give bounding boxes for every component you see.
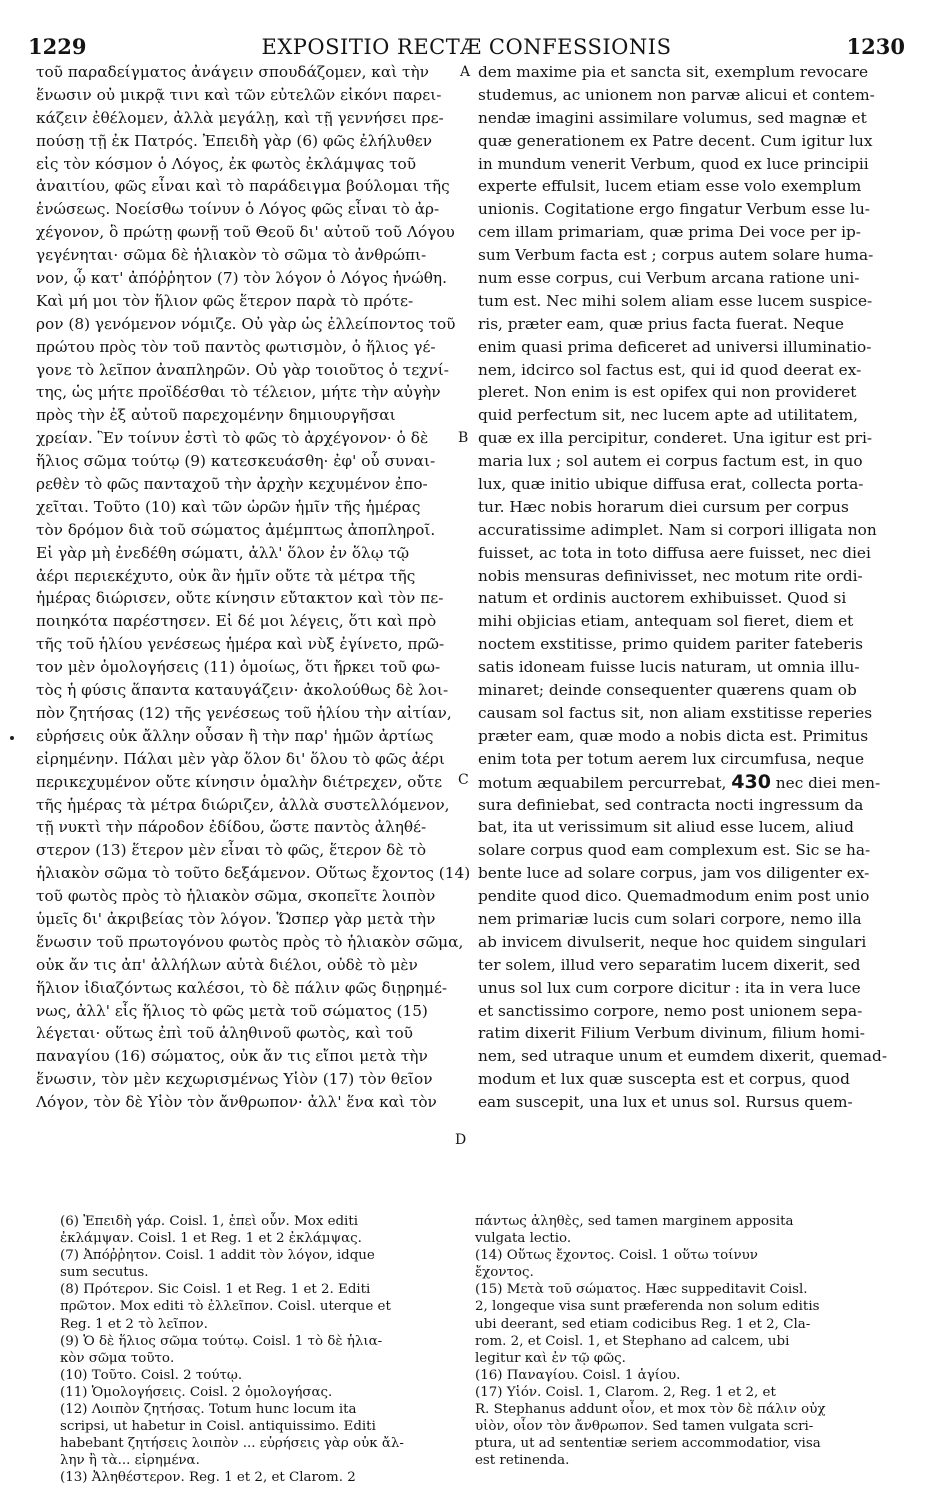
latin-text-line: nobis mensuras definivisset, nec motum rite ordi-: [478, 566, 863, 585]
latin-text-line: unionis. Cogitatione ergo fingatur Verbum esse lu-: [478, 200, 870, 219]
page-number-left: 1229: [28, 34, 87, 59]
footnote-line: ubi deerant, sed etiam codicibus Reg. 1 et 2, Cla-: [475, 1316, 811, 1332]
footnote-line: ἐκλάμψαν. Coisl. 1 et Reg. 1 et 2 ἐκλάμψας.: [60, 1231, 362, 1247]
footnote-line: πρῶτον. Mox editi τὸ ἐλλεῖπον. Coisl. uterque et: [60, 1299, 391, 1315]
footnote-line: (14) Οὕτως ἔχοντος. Coisl. 1 οὕτω τοίνυν: [475, 1248, 758, 1264]
greek-text-line: εἰρημένην. Πάλαι μὲν γὰρ ὅλον δι' ὅλου τὸ φῶς ἀέρι: [36, 749, 445, 768]
greek-text-line: ρον (8) γενόμενον νόμιζε. Οὐ γὰρ ὡς ἐλλείποντος τοῦ: [36, 314, 456, 333]
greek-text-line: ρεθὲν τὸ φῶς πανταχοῦ τὴν ἀρχὴν κεχυμένον ἐπο-: [36, 475, 428, 494]
greek-text-line: της, ὡς μήτε προϊδέσθαι τὸ τέλειον, μήτε τὴν αὐγὴν: [36, 383, 441, 402]
running-title: EXPOSITIO RECTÆ CONFESSIONIS: [261, 35, 672, 59]
migne-page-reference: 430: [731, 770, 771, 793]
footnote-line: vulgata lectio.: [475, 1231, 572, 1247]
footnote-line: ptura, ut ad sententiæ seriem accommodatior, visa: [475, 1436, 821, 1452]
latin-text-line: quæ generationem ex Patre decent. Cum igitur lux: [478, 131, 873, 150]
footnote-line: (17) Υἱόν. Coisl. 1, Clarom. 2, Reg. 1 et 2, et: [475, 1384, 776, 1400]
greek-text-line: Λόγον, τὸν δὲ Υἱὸν τὸν ἄνθρωπον· ἀλλ' ἕνα καὶ τὸν: [36, 1093, 437, 1112]
greek-text-line: ἑνώσεως. Νοείσθω τοίνυν ὁ Λόγος φῶς εἶναι τὸ ἀρ-: [36, 200, 440, 219]
latin-text-line: tur. Hæc nobis horarum diei cursum per corpus: [478, 497, 849, 516]
latin-text-line: lux, quæ initio ubique diffusa erat, collecta porta-: [478, 475, 864, 494]
footnote-line: habebant ζητήσεις λοιπὸν ... εὑρήσεις γὰρ οὐκ ἄλ-: [60, 1436, 404, 1452]
greek-text-line: περικεχυμένον οὔτε κίνησιν ὁμαλὴν διέτρεχεν, οὔτε: [36, 772, 443, 791]
latin-text-line: pendite quod dico. Quemadmodum enim post unio: [478, 887, 870, 906]
greek-text-line: τῇ νυκτὶ τὴν πάροδον ἐδίδου, ὥστε παντὸς ἀληθέ-: [36, 818, 427, 837]
latin-text-line: quid perfectum sit, nec lucem apte ad utilitatem,: [478, 406, 858, 425]
footnote-line: (11) Ὁμολογήσεις. Coisl. 2 ὁμολογήσας.: [60, 1384, 333, 1400]
latin-text-line: dem maxime pia et sancta sit, exemplum revocare: [478, 63, 869, 81]
latin-text-line: bat, ita ut verissimum sit aliud esse lucem, aliud: [478, 818, 854, 837]
latin-text-line: motum æquabilem percurrebat, 430 nec diei men-: [478, 770, 881, 793]
latin-text-line: num esse corpus, cui Verbum arcana ratione uni-: [478, 269, 860, 288]
latin-text-line: nem, sed utraque unum et eumdem dixerit, quemad-: [478, 1047, 888, 1066]
latin-text-line: quæ ex illa percipitur, conderet. Una igitur est pri-: [478, 429, 873, 448]
footnote-line: Reg. 1 et 2 τὸ λεῖπον.: [60, 1316, 208, 1332]
greek-text-line: οὐκ ἄν τις ἀπ' ἀλλήλων αὐτὰ διέλοι, οὐδὲ τὸ μὲν: [36, 955, 418, 974]
greek-text-line: ἕνωσιν, τὸν μὲν κεχωρισμένως Υἱὸν (17) τὸν θεῖον: [36, 1070, 433, 1089]
footnote-line: (10) Τοῦτο. Coisl. 2 τούτῳ.: [60, 1367, 243, 1383]
latin-text-line: maria lux ; sol autem ei corpus factum est, in quo: [478, 452, 863, 471]
greek-text-line: ποιηκότα παρέστησεν. Εἰ δέ μοι λέγεις, ὅτι καὶ πρὸ: [36, 612, 437, 631]
greek-text-line: κάζειν ἐθέλομεν, ἀλλὰ μεγάλῃ, καὶ τῇ γεννήσει πρε-: [36, 108, 444, 127]
latin-text-line: unus sol lux cum corpore dicitur : ita in vera luce: [478, 978, 861, 997]
latin-text-line: cem illam primariam, quæ prima Dei voce per ip-: [478, 223, 861, 242]
greek-text-line: τὸν δρόμον διὰ τοῦ σώματος ἀμέμπτως ἀποπληροῖ.: [36, 520, 436, 539]
greek-text-line: πούσῃ τῇ ἐκ Πατρός. Ἐπειδὴ γὰρ (6) φῶς ἐλήλυθεν: [36, 131, 433, 150]
latin-text-line: fuisset, ac tota in toto diffusa aere fuisset, nec diei: [478, 543, 871, 562]
footnote-line: legitur καὶ ἐν τῷ φῶς.: [475, 1350, 626, 1366]
page-header: [28, 34, 905, 60]
greek-text-line: ὑμεῖς δι' ἀκριβείας τὸν λόγον. Ὥσπερ γὰρ μετὰ τὴν: [36, 909, 436, 928]
latin-text-line: studemus, ac unionem non parvæ alicui et contem-: [478, 85, 875, 104]
footnote-line: est retinenda.: [475, 1453, 570, 1469]
latin-text-line: nem, idcirco sol factus est, qui id quod deerat ex-: [478, 360, 862, 379]
greek-text-line: Καὶ μή μοι τὸν ἥλιον φῶς ἕτερον παρὰ τὸ πρότε-: [36, 291, 414, 310]
footnote-line: λην ἢ τὰ... εἰρημένα.: [60, 1453, 200, 1469]
latin-text-line: noctem exstitisse, primo quidem pariter fateberis: [478, 635, 863, 654]
latin-text-line: causam sol factus sit, non aliam exstitisse reperies: [478, 703, 873, 722]
greek-text-line: χεῖται. Τοῦτο (10) καὶ τῶν ὡρῶν ἡμῖν τῆς ἡμέρας: [36, 497, 421, 516]
ink-speck: [10, 736, 14, 740]
latin-text-line: enim tota per totum aerem lux circumfusa, neque: [478, 749, 865, 768]
latin-text-line: nendæ imagini assimilare volumus, sed magnæ et: [478, 108, 867, 127]
greek-text-line: τοῦ φωτὸς πρὸς τὸ ἡλιακὸν σῶμα, σκοπεῖτε λοιπὸν: [36, 887, 436, 906]
greek-text-line: γονε τὸ λεῖπον ἀναπληρῶν. Οὐ γὰρ τοιοῦτος ὁ τεχνί-: [36, 360, 449, 379]
page-number-right: 1230: [846, 34, 905, 59]
footnote-line: (16) Παναγίου. Coisl. 1 ἁγίου.: [475, 1367, 681, 1383]
latin-text-line: eam suscepit, una lux et unus sol. Rursus quem-: [478, 1093, 853, 1112]
latin-text-line: et sanctissimo corpore, nemo post unionem sepa-: [478, 1001, 863, 1020]
greek-text-line: πὸν ζητήσας (12) τῆς γενέσεως τοῦ ἡλίου τὴν αἰτίαν,: [36, 703, 452, 722]
greek-text-line: ἡλιακὸν σῶμα τὸ τοῦτο δεξάμενον. Οὕτως ἔχοντος (14): [36, 864, 471, 883]
latin-text-line: solare corpus quod eam complexum est. Sic se ha-: [478, 841, 871, 860]
greek-text-line: εὑρήσεις οὐκ ἄλλην οὖσαν ἢ τὴν παρ' ἡμῶν ἀρτίως: [36, 726, 434, 745]
margin-letter-c: C: [458, 772, 469, 788]
greek-text-line: λέγεται· οὕτως ἐπὶ τοῦ ἀληθινοῦ φωτὸς, καὶ τοῦ: [36, 1024, 413, 1043]
greek-text-line: εἰς τὸν κόσμον ὁ Λόγος, ἐκ φωτὸς ἐκλάμψας τοῦ: [36, 154, 417, 173]
greek-text-line: νον, ᾧ κατ' ἀπόῤῥητον (7) τὸν λόγον ὁ Λόγος ἡνώθη.: [36, 269, 447, 288]
margin-letter-a: A: [460, 64, 471, 80]
latin-text-line: enim quasi prima deficeret ad universi illuminatio-: [478, 337, 872, 356]
greek-text-line: τῆς ἡμέρας τὰ μέτρα διώριζεν, ἀλλὰ συστελλόμενον,: [36, 795, 450, 814]
latin-text-line: mihi objicias etiam, antequam sol fieret, diem et: [478, 612, 854, 631]
margin-letter-b: B: [458, 430, 469, 446]
greek-text-line: πρώτου πρὸς τὸν τοῦ παντὸς φωτισμὸν, ὁ ἥλιος γέ-: [36, 337, 436, 356]
latin-text-line: accuratissime adimplet. Nam si corpori illigata non: [478, 520, 877, 539]
greek-text-line: πρὸς τὴν ἐξ αὐτοῦ παρεχομένην δημιουργῆσαι: [36, 406, 396, 425]
greek-text-line: χρείαν. Ἓν τοίνυν ἐστὶ τὸ φῶς τὸ ἀρχέγονον· ὁ δὲ: [36, 429, 429, 448]
footnote-line: R. Stephanus addunt οἶον, et mox τὸν δὲ πάλιν οὐχ: [475, 1402, 826, 1418]
latin-text-line: bente luce ad solare corpus, jam vos diligenter ex-: [478, 864, 870, 883]
greek-text-line: ἕνωσιν οὐ μικρᾷ τινι καὶ τῶν εὐτελῶν εἰκόνι παρει-: [36, 85, 442, 104]
greek-text-column: [36, 61, 471, 1114]
footnote-line: (12) Λοιπὸν ζητήσας. Totum hunc locum ita: [60, 1402, 357, 1418]
greek-text-line: ἥλιος σῶμα τούτῳ (9) κατεσκευάσθη· ἐφ' οὗ συναι-: [36, 452, 436, 471]
latin-text-line: sura definiebat, sed contracta nocti ingressum da: [478, 795, 864, 814]
greek-text-line: Εἰ γὰρ μὴ ἐνεδέθη σώματι, ἀλλ' ὅλον ἐν ὅλῳ τῷ: [36, 543, 410, 562]
greek-text-line: ἕνωσιν τοῦ πρωτογόνου φωτὸς πρὸς τὸ ἡλιακὸν σῶμα,: [36, 932, 464, 951]
latin-text-line: in mundum venerit Verbum, quod ex luce principii: [478, 154, 869, 173]
margin-letter-d: D: [455, 1132, 467, 1148]
latin-text-line: præter eam, quæ modo a nobis dicta est. Primitus: [478, 726, 869, 745]
greek-text-line: τοῦ παραδείγματος ἀνάγειν σπουδάζομεν, καὶ τὴν: [36, 63, 429, 81]
latin-text-line: satis idoneam fuisse lucis naturam, ut omnia illu-: [478, 658, 860, 677]
latin-text-line: experte effulsit, lucem etiam esse volo exemplum: [478, 177, 862, 196]
latin-text-line: minaret; deinde consequenter quærens quam ob: [478, 681, 857, 700]
footnote-line: (8) Πρότερον. Sic Coisl. 1 et Reg. 1 et 2. Editi: [60, 1282, 371, 1298]
footnote-line: (15) Μετὰ τοῦ σώματος. Hæc suppeditavit Coisl.: [475, 1282, 808, 1298]
greek-text-line: ἀναιτίου, φῶς εἶναι καὶ τὸ παράδειγμα βούλομαι τῆς: [36, 177, 450, 196]
greek-text-line: ἀέρι περιεκέχυτο, οὐκ ἂν ἡμῖν οὔτε τὰ μέτρα τῆς: [36, 566, 416, 585]
greek-text-line: γεγένηται· σῶμα δὲ ἡλιακὸν τὸ σῶμα τὸ ἀνθρώπι-: [36, 246, 427, 265]
greek-text-line: παναγίου (16) σώματος, οὐκ ἄν τις εἴποι μετὰ τὴν: [36, 1047, 428, 1066]
greek-text-line: τον μὲν ὁμολογήσεις (11) ὁμοίως, ὅτι ἤρκει τοῦ φω-: [36, 658, 441, 677]
footnotes-left: [60, 1213, 460, 1487]
greek-text-line: χέγονον, ὃ πρώτῃ φωνῇ τοῦ Θεοῦ δι' αὐτοῦ τοῦ Λόγου: [36, 223, 455, 242]
greek-text-line: ἥλιον ἰδιαζόντως καλέσοι, τὸ δὲ πάλιν φῶς διῃρημέ-: [36, 978, 448, 997]
footnotes-right: [475, 1213, 915, 1469]
greek-text-line: τῆς τοῦ ἡλίου γενέσεως ἡμέρα καὶ νὺξ ἐγίνετο, πρῶ-: [36, 635, 445, 654]
greek-text-line: νως, ἀλλ' εἷς ἥλιος τὸ φῶς μετὰ τοῦ σώματος (15): [36, 1001, 428, 1020]
footnote-line: (9) Ὁ δὲ ἥλιος σῶμα τούτῳ. Coisl. 1 τὸ δὲ ἡλια-: [60, 1333, 383, 1349]
footnote-line: (7) Ἀπόῤῥητον. Coisl. 1 addit τὸν λόγον, idque: [60, 1248, 375, 1264]
footnote-line: ἔχοντος.: [475, 1265, 534, 1281]
footnote-line: sum secutus.: [60, 1265, 149, 1281]
footnote-line: rom. 2, et Coisl. 1, et Stephano ad calcem, ubi: [475, 1333, 790, 1349]
latin-text-column: [478, 61, 918, 1114]
latin-text-line: ab invicem divulserit, neque hoc quidem singulari: [478, 932, 867, 951]
footnote-line: πάντως ἀληθὲς, sed tamen marginem apposita: [475, 1214, 794, 1229]
latin-text-line: tum est. Nec mihi solem aliam esse lucem suspice-: [478, 291, 873, 310]
latin-text-line: ris, præter eam, quæ prius facta fuerat. Neque: [478, 314, 844, 333]
footnote-line: υἱὸν, οἷον τὸν ἄνθρωπον. Sed tamen vulgata scri-: [475, 1419, 814, 1435]
latin-text-line: nem primariæ lucis cum solari corpore, nemo illa: [478, 909, 862, 928]
latin-text-line: ter solem, illud vero separatim lucem dixerit, sed: [478, 955, 861, 974]
footnote-line: (13) Ἀληθέστερον. Reg. 1 et 2, et Clarom. 2: [60, 1470, 356, 1486]
latin-text-line: modum et lux quæ suscepta est et corpus, quod: [478, 1070, 850, 1089]
latin-text-line: sum Verbum facta est ; corpus autem solare huma-: [478, 246, 874, 265]
footnote-line: (6) Ἐπειδὴ γάρ. Coisl. 1, ἐπεὶ οὖν. Mox editi: [60, 1214, 359, 1229]
latin-text-fragment: nec diei men-: [770, 773, 881, 792]
footnote-line: 2, longeque visa sunt præferenda non solum editis: [475, 1299, 820, 1315]
latin-text-line: ratim dixerit Filium Verbum divinum, filium homi-: [478, 1024, 865, 1043]
greek-text-line: ἡμέρας διώρισεν, οὔτε κίνησιν εὔτακτον καὶ τὸν πε-: [36, 589, 444, 608]
latin-text-line: natum et ordinis auctorem exhibuisset. Quod si: [478, 589, 847, 608]
greek-text-line: στερον (13) ἕτερον μὲν εἶναι τὸ φῶς, ἕτερον δὲ τὸ: [36, 841, 427, 860]
latin-text-line: pleret. Non enim is est opifex qui non provideret: [478, 383, 857, 402]
greek-text-line: τὸς ἡ φύσις ἅπαντα καταυγάζειν· ἀκολούθως δὲ λοι-: [36, 681, 449, 700]
footnote-line: scripsi, ut habetur in Coisl. antiquissimo. Editi: [60, 1419, 376, 1435]
footnote-line: κὸν σῶμα τοῦτο.: [60, 1350, 175, 1366]
